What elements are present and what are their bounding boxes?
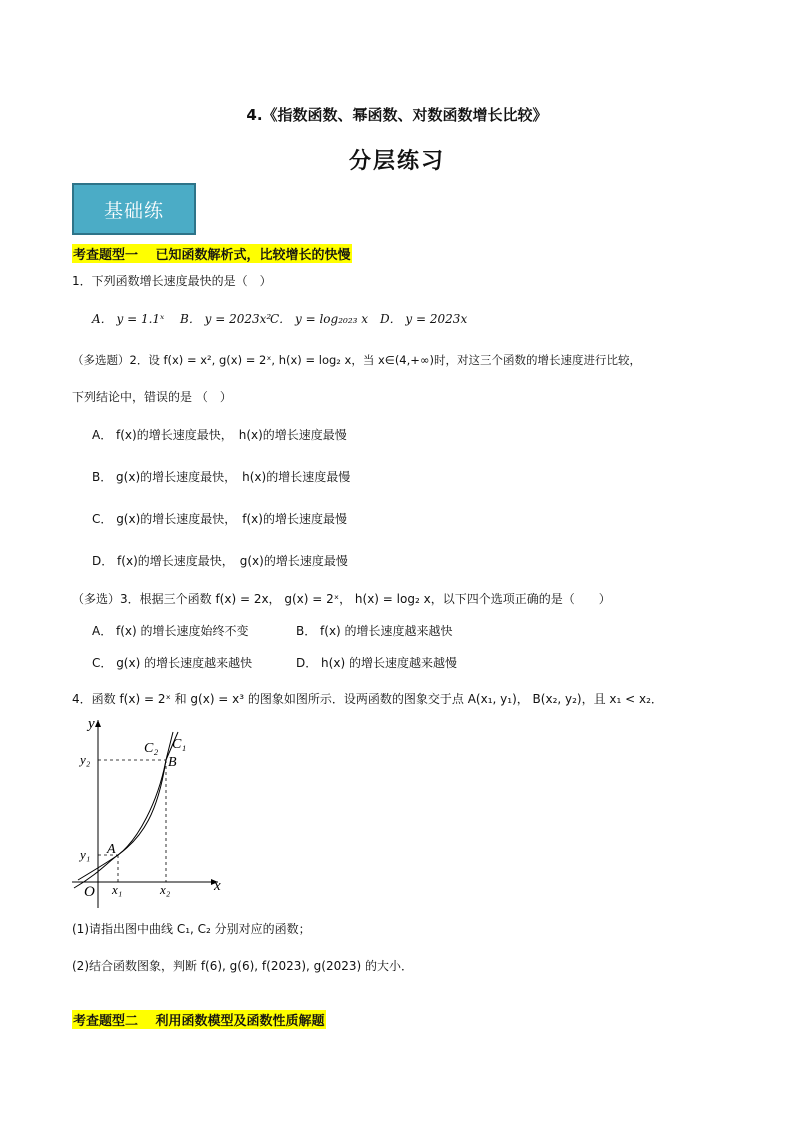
question-1-option-c: C． y = log₂₀₂₃ x (270, 312, 369, 326)
question-2-stem-line2: 下列结论中，错误的是 （ ） (72, 390, 232, 404)
question-3-option-a: A． f(x) 的增长速度始终不变 (92, 624, 249, 638)
level-badge: 基础练 (72, 183, 196, 235)
point-a-label: A (107, 842, 116, 857)
question-4-part-1: (1)请指出图中曲线 C₁, C₂ 分别对应的函数； (72, 922, 311, 936)
question-4-stem: 4．函数 f(x) = 2ˣ 和 g(x) = x³ 的图象如图所示．设两函数的图象交于点 A(x₁, y₁)， B(x₂, y₂)，且 x₁ < x₂． (72, 692, 663, 706)
question-2-stem-line1: （多选题）2．设 f(x) = x², g(x) = 2ˣ, h(x) = log₂ x，当 x∈(4,+∞)时，对这三个函数的增长速度进行比较， (72, 353, 641, 367)
question-3-option-b: B． f(x) 的增长速度越来越快 (296, 624, 453, 638)
question-2-option-b: B． g(x)的增长速度最快， h(x)的增长速度最慢 (92, 470, 351, 484)
question-2-option-a: A． f(x)的增长速度最快， h(x)的增长速度最慢 (92, 428, 347, 442)
question-4-part-2: (2)结合函数图象，判断 f(6), g(6), f(2023), g(2023) 的大小． (72, 959, 413, 973)
document-title: 4.《指数函数、幂函数、对数函数增长比较》 (246, 106, 548, 124)
x1-label: x₁ (112, 882, 123, 897)
curve-c2 (78, 732, 173, 880)
question-1-option-a: A． y = 1.1ˣ (92, 312, 165, 326)
y1-label: y₁ (80, 847, 91, 862)
origin-label: O (84, 884, 95, 900)
question-3-option-c: C． g(x) 的增长速度越来越快 (92, 656, 253, 670)
function-graph-figure (68, 712, 238, 910)
section-heading-2: 考查题型二 利用函数模型及函数性质解题 (72, 1010, 326, 1029)
question-3-option-d: D． h(x) 的增长速度越来越慢 (296, 656, 457, 670)
question-1-stem: 1．下列函数增长速度最快的是（ ） (72, 274, 272, 288)
curve-c2-label: C₂ (144, 741, 159, 756)
x2-label: x₂ (160, 882, 171, 897)
point-b-label: B (168, 755, 177, 770)
y-axis-label: y (88, 716, 95, 732)
question-2-option-d: D． f(x)的增长速度最快， g(x)的增长速度最慢 (92, 554, 348, 568)
document-subtitle: 分层练习 (348, 149, 445, 174)
curve-c1-label: C₁ (172, 737, 187, 752)
question-1-option-d: D． y = 2023x (380, 312, 468, 326)
x-axis-label: x (214, 878, 221, 894)
question-1-option-b: B． y = 2023x² (180, 312, 272, 326)
question-2-option-c: C． g(x)的增长速度最快， f(x)的增长速度最慢 (92, 512, 347, 526)
section-heading-1: 考查题型一 已知函数解析式，比较增长的快慢 (72, 244, 352, 263)
y2-label: y₂ (80, 752, 91, 767)
question-3-stem: （多选）3．根据三个函数 f(x) = 2x， g(x) = 2ˣ， h(x) = log₂ x，以下四个选项正确的是（ ） (72, 592, 611, 606)
y-axis-arrow (95, 720, 101, 727)
